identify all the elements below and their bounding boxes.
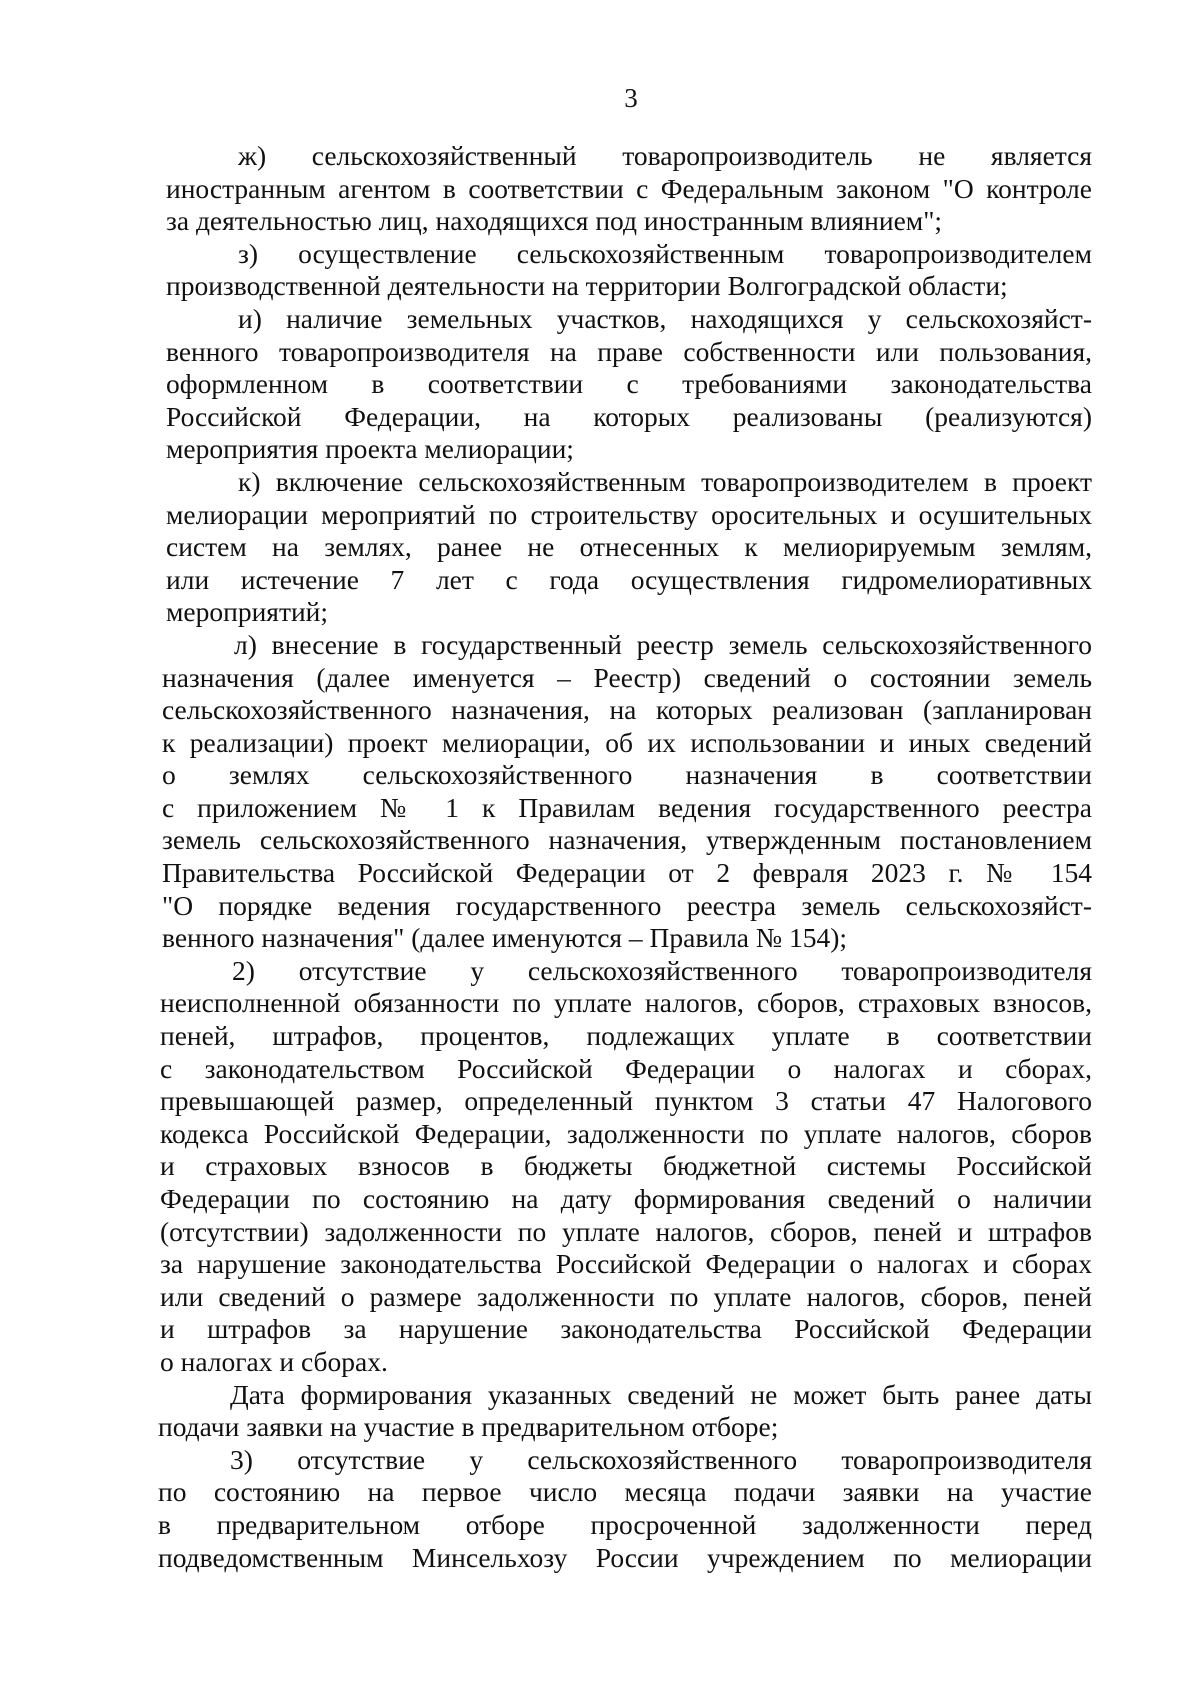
text-line: Дата формирования указанных сведений не может быть ранее даты [230,1378,1092,1410]
document-body [158,140,1092,1574]
text-line: иностранным агентом в соответствии с Федеральным законом "О контроле [166,172,1092,204]
paragraph [162,629,1092,955]
text-line: неисполненной обязанности по уплате налогов, сборов, страховых взносов, [160,987,1092,1019]
paragraph [166,140,1092,238]
paragraph [158,1444,1092,1574]
text-line: пеней, штрафов, процентов, подлежащих уплате в соответствии [160,1020,1092,1052]
text-line: и) наличие земельных участков, находящихся у сельскохозяйст- [238,302,1092,334]
text-line: с приложением № 1 к Правилам ведения государственного реестра [162,791,1092,823]
text-line: производственной деятельности на территории Волгоградской области; [166,270,1008,302]
text-line: венного назначения" (далее именуются – Правила № 154); [162,922,848,954]
text-line: и штрафов за нарушение законодательства Российской Федерации [160,1313,1092,1345]
text-line: или сведений о размере задолженности по уплате налогов, сборов, пеней [160,1280,1092,1312]
text-line: мероприятия проекта мелиорации; [166,433,574,465]
text-line: кодекса Российской Федерации, задолженности по уплате налогов, сборов [160,1117,1092,1149]
paragraph [166,303,1092,466]
text-line: оформленном в соответствии с требованиями законодательства [166,368,1092,400]
text-line: подачи заявки на участие в предварительном отборе; [158,1411,779,1443]
text-line: систем на землях, ранее не отнесенных к мелиорируемым землям, [166,531,1092,563]
paragraph [158,1379,1092,1444]
text-line: з) осуществление сельскохозяйственным товаропроизводителем [238,237,1092,269]
paragraph [166,466,1092,629]
text-line: по состоянию на первое число месяца подачи заявки на участие [158,1476,1092,1508]
text-line: к) включение сельскохозяйственным товаропроизводителем в проект [238,465,1092,497]
text-line: венного товаропроизводителя на праве собственности или пользования, [166,335,1092,367]
text-line: 3) отсутствие у сельскохозяйственного товаропроизводителя [230,1443,1092,1475]
text-line: о землях сельскохозяйственного назначения в соответствии [162,759,1092,791]
text-line: Правительства Российской Федерации от 2 февраля 2023 г. № 154 [162,857,1092,889]
text-line: к реализации) проект мелиорации, об их использовании и иных сведений [162,726,1092,758]
paragraph [166,238,1092,303]
text-line: назначения (далее именуется – Реестр) сведений о состоянии земель [162,661,1092,693]
text-line: земель сельскохозяйственного назначения, утвержденным постановлением [162,824,1092,856]
text-line: сельскохозяйственного назначения, на которых реализован (запланирован [162,694,1092,726]
text-line: л) внесение в государственный реестр земель сельскохозяйственного [234,628,1092,660]
text-line: 2) отсутствие у сельскохозяйственного товаропроизводителя [232,954,1092,986]
text-line: подведомственным Минсельхозу России учреждением по мелиорации [158,1541,1092,1573]
text-line: Российской Федерации, на которых реализованы (реализуются) [166,400,1092,432]
text-line: с законодательством Российской Федерации о налогах и сборах, [160,1052,1092,1084]
text-line: ж) сельскохозяйственный товаропроизводитель не является [238,140,1092,171]
text-line: мелиорации мероприятий по строительству оросительных и осушительных [166,498,1092,530]
text-line: (отсутствии) задолженности по уплате налогов, сборов, пеней и штрафов [160,1215,1092,1247]
page-number: 3 [624,83,638,113]
text-line: за нарушение законодательства Российской Федерации о налогах и сборах [160,1248,1092,1280]
text-line: и страховых взносов в бюджеты бюджетной системы Российской [160,1150,1092,1182]
text-line: "О порядке ведения государственного реестра земель сельскохозяйст- [162,889,1092,921]
text-line: в предварительном отборе просроченной задолженности перед [158,1508,1092,1540]
text-line: мероприятий; [166,596,329,628]
text-line: или истечение 7 лет с года осуществления гидромелиоративных [166,563,1092,595]
text-line: Федерации по состоянию на дату формирования сведений о наличии [160,1183,1092,1214]
text-line: за деятельностью лиц, находящихся под иностранным влиянием"; [166,205,943,237]
paragraph [160,955,1092,1379]
text-line: о налогах и сборах. [160,1345,388,1377]
text-line: превышающей размер, определенный пунктом 3 статьи 47 Налогового [160,1085,1092,1117]
